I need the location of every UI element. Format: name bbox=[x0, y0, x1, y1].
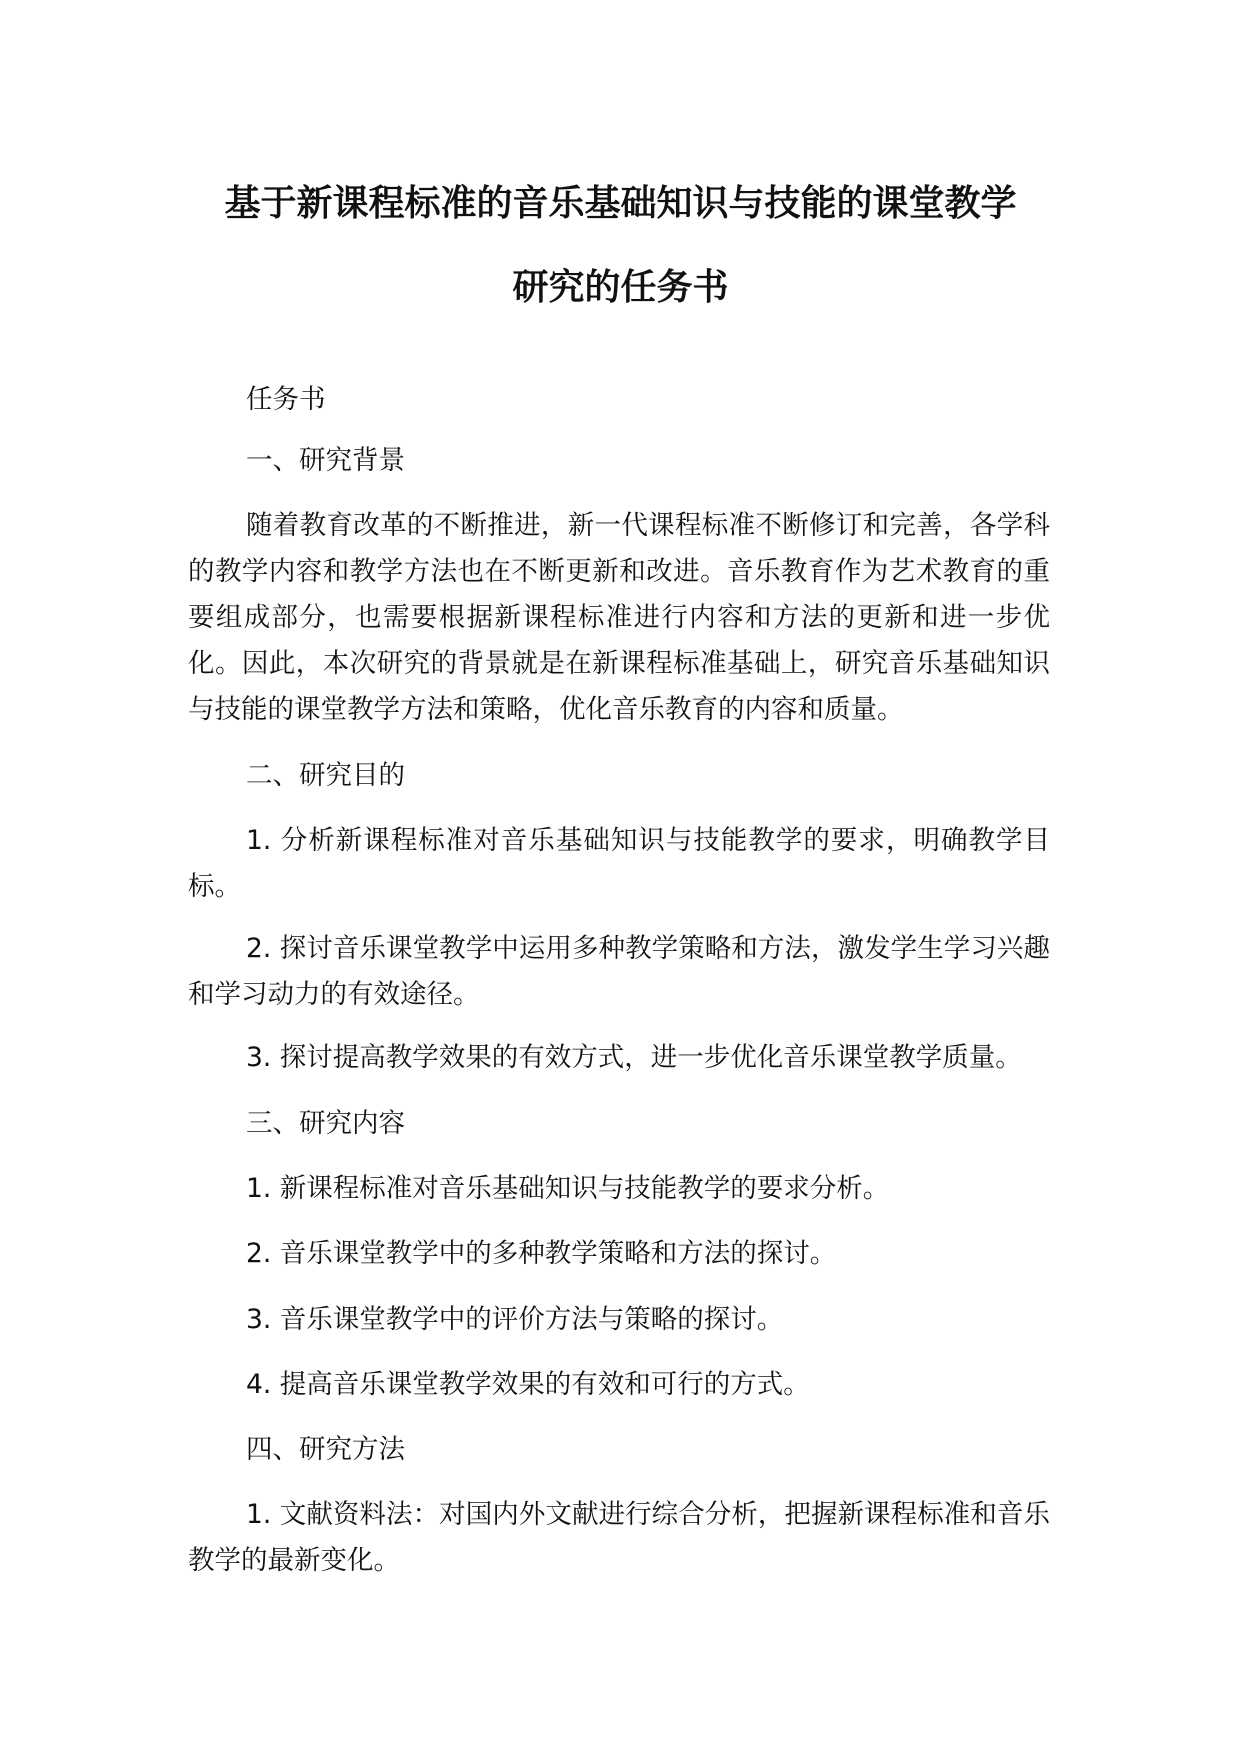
task-book-label: 任务书 bbox=[246, 384, 326, 415]
background-paragraph: 随着教育改革的不断推进，新一代课程标准不断修订和完善，各学科的教学内容和教学方法也在不断更新和改进。音乐教育作为艺术教育的重要组成部分，也需要根据新课程标准进行内容和方法的更新和进一步优化。因此，本次研究的背景就是在新课程标准基础上，研究音乐基础知识与技能的课堂教学方法和策略，优化音乐教育的内容和质量。 bbox=[188, 510, 1050, 725]
section-heading-background: 一、研究背景 bbox=[246, 445, 405, 476]
section-heading-method: 四、研究方法 bbox=[246, 1434, 405, 1465]
purpose-item-3: 3. 探讨提高教学效果的有效方式，进一步优化音乐课堂教学质量。 bbox=[246, 1042, 1022, 1073]
method-item-1: 1. 文献资料法：对国内外文献进行综合分析，把握新课程标准和音乐教学的最新变化。 bbox=[188, 1499, 1050, 1576]
document-title-line-2: 研究的任务书 bbox=[512, 267, 729, 308]
section-heading-content: 三、研究内容 bbox=[246, 1108, 405, 1139]
content-item-2: 2. 音乐课堂教学中的多种教学策略和方法的探讨。 bbox=[246, 1238, 837, 1269]
purpose-item-1: 1. 分析新课程标准对音乐基础知识与技能教学的要求，明确教学目标。 bbox=[188, 825, 1050, 902]
content-item-4: 4. 提高音乐课堂教学效果的有效和可行的方式。 bbox=[246, 1369, 810, 1400]
content-item-1: 1. 新课程标准对音乐基础知识与技能教学的要求分析。 bbox=[246, 1173, 890, 1204]
purpose-item-2: 2. 探讨音乐课堂教学中运用多种教学策略和方法，激发学生学习兴趣和学习动力的有效途径。 bbox=[188, 933, 1050, 1010]
content-item-3: 3. 音乐课堂教学中的评价方法与策略的探讨。 bbox=[246, 1304, 784, 1335]
section-heading-purpose: 二、研究目的 bbox=[246, 760, 405, 791]
document-title-line-1: 基于新课程标准的音乐基础知识与技能的课堂教学 bbox=[224, 183, 1017, 224]
